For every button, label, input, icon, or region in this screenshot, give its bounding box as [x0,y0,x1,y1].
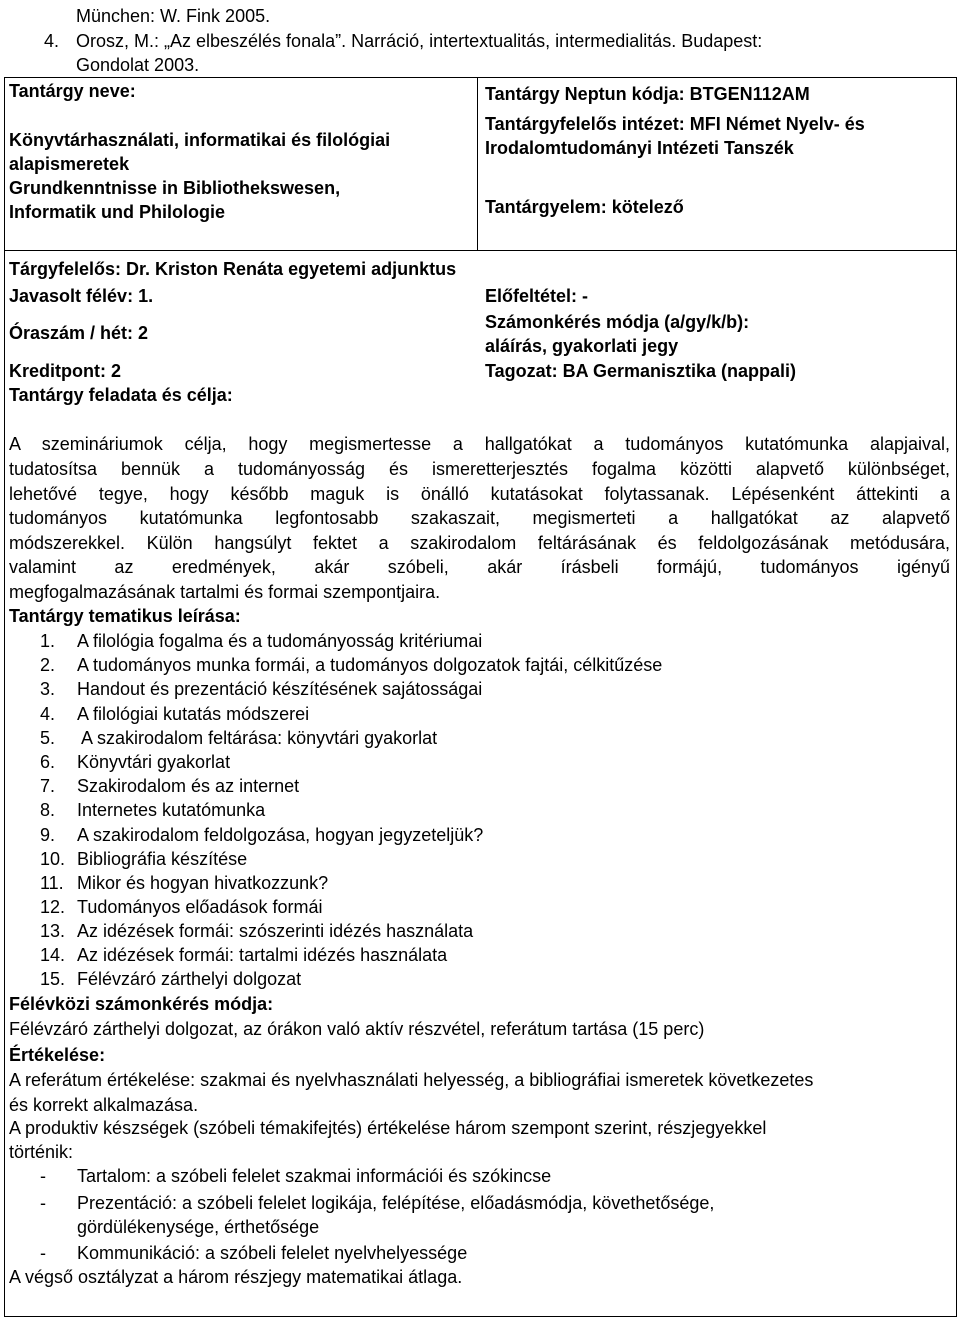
topic-number: 3. [40,679,56,699]
course-name-de-line1: Grundkenntnisse in Bibliothekswesen, [9,178,341,198]
topic-number: 7. [40,776,56,796]
midterm-text: Félévzáró zárthelyi dolgozat, az órákon való aktív részvétel, referátum tartása (15 perc) [9,1019,705,1039]
criterion-text: Kommunikáció: a szóbeli felelet nyelvhelyessége [77,1243,468,1263]
institute-line1: Tantárgyfelelős intézet: MFI Német Nyelv- és [485,114,865,134]
bullet-dash: - [40,1193,46,1213]
topic-text: Handout és prezentáció készítésének sajátosságai [77,679,483,699]
goals-line: A szemináriumok célja, hogy megismertesse a hallgatókat a tudományos kutatómunka alapjaival, [9,434,950,454]
criterion-text: Prezentáció: a szóbeli felelet logikája, felépítése, előadásmódja, követhetősége, [77,1193,715,1213]
evaluation-line: A referátum értékelése: szakmai és nyelvhasználati helyesség, a bibliográfiai ismeretek következetes [9,1070,814,1090]
topic-number: 5. [40,728,56,748]
topic-number: 14. [40,945,66,965]
assessment-line1: Számonkérés módja (a/gy/k/b): [485,312,750,332]
study-program: Tagozat: BA Germanisztika (nappali) [485,361,797,381]
topic-number: 8. [40,800,56,820]
goals-heading: Tantárgy feladata és célja: [9,385,233,405]
weekly-hours: Óraszám / hét: 2 [9,323,149,343]
topic-text: Internetes kutatómunka [77,800,266,820]
topic-text: Mikor és hogyan hivatkozzunk? [77,873,329,893]
topic-number: 13. [40,921,66,941]
topic-text: Szakirodalom és az internet [77,776,300,796]
criterion-text: Tartalom: a szóbeli felelet szakmai információi és szókincse [77,1166,552,1186]
topic-number: 11. [40,873,64,893]
goals-line: módszerekkel. Külön hangsúlyt fektet a szakirodalom feltárásának és feldolgozásának metódusára, [9,533,950,553]
reference-4-line1: Orosz, M.: „Az elbeszélés fonala”. Narráció, intertextualitás, intermedialitás. Budapest: [76,31,763,51]
evaluation-line: A produktiv készségek (szóbeli témakifejtés) értékelése három szempont szerint, részjegyekkel [9,1118,767,1138]
bullet-dash: - [40,1166,46,1186]
goals-line: tudományos kutatómunka legfontosabb szakaszait, megismerteti a hallgatókat az alapvető [9,508,950,528]
course-name-hu-line1: Könyvtárhasználati, informatikai és filológiai [9,130,391,150]
institute-line2: Irodalomtudományi Intézeti Tanszék [485,138,794,158]
topic-text: A szakirodalom feltárása: könyvtári gyakorlat [77,728,438,748]
topic-number: 9. [40,825,56,845]
neptun-code: Tantárgy Neptun kódja: BTGEN112AM [485,84,810,104]
midterm-heading: Félévközi számonkérés módja: [9,994,274,1014]
bullet-dash: - [40,1243,46,1263]
credit-points: Kreditpont: 2 [9,361,121,381]
topic-number: 6. [40,752,56,772]
course-name-hu-line2: alapismeretek [9,154,130,174]
goals-line: lehetővé tegye, hogy később maguk is önálló kutatásokat folytassanak. Lépésenként áttekinti a [9,484,950,504]
table-right-border [956,77,957,1317]
topic-text: A tudományos munka formái, a tudományos dolgozatok fajtái, célkitűzése [77,655,663,675]
evaluation-heading: Értékelése: [9,1045,106,1065]
evaluation-line: történik: [9,1142,74,1162]
header-row-divider [4,250,957,251]
topic-number: 12. [40,897,66,917]
topics-heading: Tantárgy tematikus leírása: [9,606,241,626]
course-name-de-line2: Informatik und Philologie [9,202,225,222]
topic-number: 15. [40,969,66,989]
topic-text: Az idézések formái: szószerinti idézés használata [77,921,474,941]
goals-line: tudatosítsa bennük a tudományosság és ismeretterjesztés fogalma közötti alapvető különbséget, [9,459,950,479]
final-grade-text: A végső osztályzat a három részjegy matematikai átlaga. [9,1267,463,1287]
prerequisite: Előfeltétel: - [485,286,589,306]
topic-text: A szakirodalom feldolgozása, hogyan jegyzeteljük? [77,825,484,845]
header-column-divider [477,77,478,251]
goals-line: megfogalmazásának tartalmi és formai szempontjaira. [9,582,441,602]
topic-text: Tudományos előadások formái [77,897,323,917]
reference-3-tail: München: W. Fink 2005. [76,6,271,26]
topic-number: 10. [40,849,66,869]
table-bottom-border [4,1316,957,1317]
assessment-line2: aláírás, gyakorlati jegy [485,336,679,356]
table-left-border [4,77,5,1317]
topic-text: A filológia fogalma és a tudományosság kritériumai [77,631,483,651]
topic-text: Az idézések formái: tartalmi idézés használata [77,945,448,965]
course-responsible: Tárgyfelelős: Dr. Kriston Renáta egyetemi adjunktus [9,259,457,279]
topic-text: Félévzáró zárthelyi dolgozat [77,969,302,989]
topic-number: 2. [40,655,56,675]
reference-4-number: 4. [44,31,60,51]
evaluation-line: és korrekt alkalmazása. [9,1095,199,1115]
reference-4-line2: Gondolat 2003. [76,55,200,75]
table-top-border [4,77,957,78]
goals-line: valamint az eredmények, akár szóbeli, akár írásbeli formájú, tudományos igényű [9,557,950,577]
course-element: Tantárgyelem: kötelező [485,197,684,217]
course-name-label: Tantárgy neve: [9,81,136,101]
topic-number: 1. [40,631,56,651]
criterion-text-continued: gördülékenysége, érthetősége [77,1217,320,1237]
topic-number: 4. [40,704,56,724]
topic-text: A filológiai kutatás módszerei [77,704,310,724]
topic-text: Könyvtári gyakorlat [77,752,231,772]
topic-text: Bibliográfia készítése [77,849,248,869]
recommended-semester: Javasolt félév: 1. [9,286,154,306]
